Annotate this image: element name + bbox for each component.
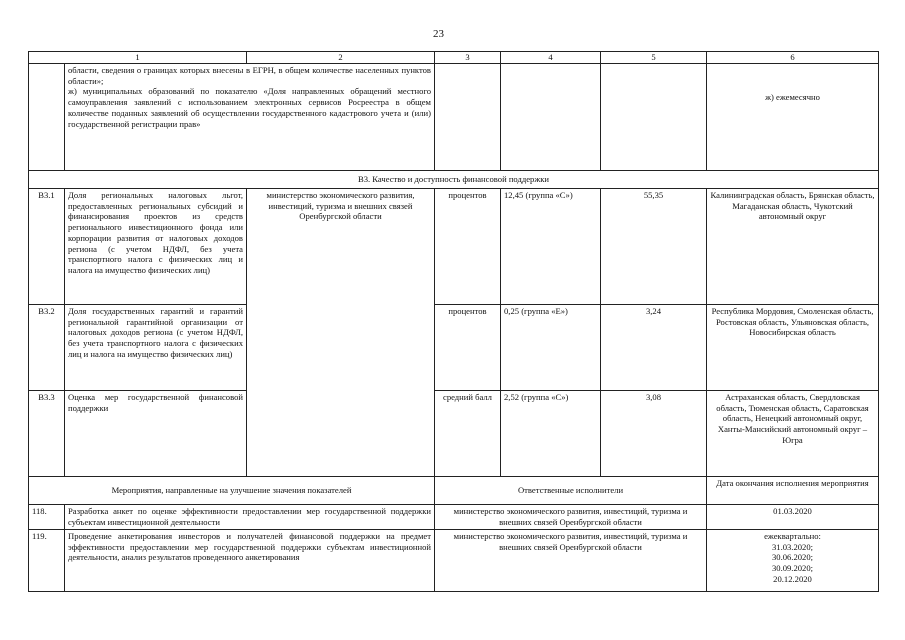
measure-deadline: ежеквартально: 31.03.2020; 30.06.2020; 30.09.2020; 20.12.2020: [707, 530, 879, 592]
indicator-target: 3,24: [601, 305, 707, 391]
indicator-code: В3.2: [29, 305, 65, 391]
section-row: [29, 171, 879, 189]
indicator-value: 12,45 (группа «С»): [501, 189, 601, 305]
indicator-row: [29, 305, 879, 391]
column-header-row: [29, 52, 879, 64]
indicator-name: Доля региональных налоговых льгот, предоставленных региональных субсидий и финансирования проектов из средств регионального инвестиционного фонда или корпорации развития от налоговых доходов региона (с учетом НДФЛ, без учета транспортного налога с физических лиц и налога на имущество физических лиц): [65, 189, 247, 305]
measure-number: 119.: [29, 530, 65, 592]
indicator-row: [29, 391, 879, 477]
indicator-name: Оценка мер государственной финансовой поддержки: [65, 391, 247, 477]
indicator-value: 0,25 (группа «E»): [501, 305, 601, 391]
column-header-1: 1: [29, 52, 247, 64]
continuation-row: [29, 64, 879, 171]
column-header-5: 5: [601, 52, 707, 64]
indicator-target: 3,08: [601, 391, 707, 477]
indicator-responsible: [247, 391, 435, 477]
indicator-row: [29, 189, 879, 305]
indicator-value: 2,52 (группа «С»): [501, 391, 601, 477]
column-header-6: 6: [707, 52, 879, 64]
column-header-2: 2: [247, 52, 435, 64]
column-header-3: 3: [435, 52, 501, 64]
column-header-4: 4: [501, 52, 601, 64]
indicator-unit: процентов: [435, 189, 501, 305]
measure-deadline: 01.03.2020: [707, 505, 879, 530]
indicator-code: В3.1: [29, 189, 65, 305]
continuation-frequency: ж) ежемесячно: [707, 64, 879, 171]
measure-executors: министерство экономического развития, инвестиций, туризма и внешних связей Оренбургской области: [435, 530, 707, 592]
measures-header: Мероприятия, направленные на улучшение значения показателей: [29, 477, 435, 505]
continuation-value-cell: [501, 64, 601, 171]
measure-number: 118.: [29, 505, 65, 530]
indicators-table: [28, 51, 879, 592]
section-title: В3. Качество и доступность финансовой поддержки: [29, 171, 879, 189]
indicator-unit: средний балл: [435, 391, 501, 477]
executors-header: Ответственные исполнители: [435, 477, 707, 505]
indicator-unit: процентов: [435, 305, 501, 391]
indicator-best-regions: Калининградская область, Брянская область, Магаданская область, Чукотский автономный округ: [707, 189, 879, 305]
indicator-code: В3.3: [29, 391, 65, 477]
continuation-text: области, сведения о границах которых внесены в ЕГРН, в общем количестве населенных пунктов области»; ж) муниципальных образований по показателю «Доля направленных обращений местного самоуправления заявлений с использованием электронных сервисов Росреестра в общем количестве поданных заявлений об осуществлении государственного кадастрового учета и (или) государственной регистрации прав»: [65, 64, 435, 171]
measures-header-row: [29, 477, 879, 505]
measure-row: [29, 505, 879, 530]
measure-row: [29, 530, 879, 592]
indicator-best-regions: Астраханская область, Свердловская область, Тюменская область, Саратовская область, Ненецкий автономный округ, Ханты-Мансийский автономный округ – Югра: [707, 391, 879, 477]
indicator-responsible: министерство экономического развития, инвестиций, туризма и внешних связей Оренбургской области: [247, 189, 435, 305]
measure-text: Разработка анкет по оценке эффективности предоставлении мер государственной поддержки субъектам инвестиционной деятельности: [65, 505, 435, 530]
indicator-target: 55,35: [601, 189, 707, 305]
measure-executors: министерство экономического развития, инвестиций, туризма и внешних связей Оренбургской области: [435, 505, 707, 530]
continuation-code-cell: [29, 64, 65, 171]
deadline-header: Дата окончания исполнения мероприятия: [707, 477, 879, 505]
continuation-target-cell: [601, 64, 707, 171]
indicator-best-regions: Республика Мордовия, Смоленская область, Ростовская область, Ульяновская область, Новосибирская область: [707, 305, 879, 391]
continuation-unit-cell: [435, 64, 501, 171]
page-number: 23: [433, 28, 444, 40]
measure-text: Проведение анкетирования инвесторов и получателей финансовой поддержки на предмет эффективности предоставлении мер государственной поддержки субъектам инвестиционной деятельности, анализ результатов проведенного анкетирования: [65, 530, 435, 592]
indicator-name: Доля государственных гарантий и гарантий региональной гарантийной организации от налоговых доходов региона (с учетом НДФЛ, без учета транспортного налога с физических лиц и налога на имущество физических лиц): [65, 305, 247, 391]
indicator-responsible: [247, 305, 435, 391]
